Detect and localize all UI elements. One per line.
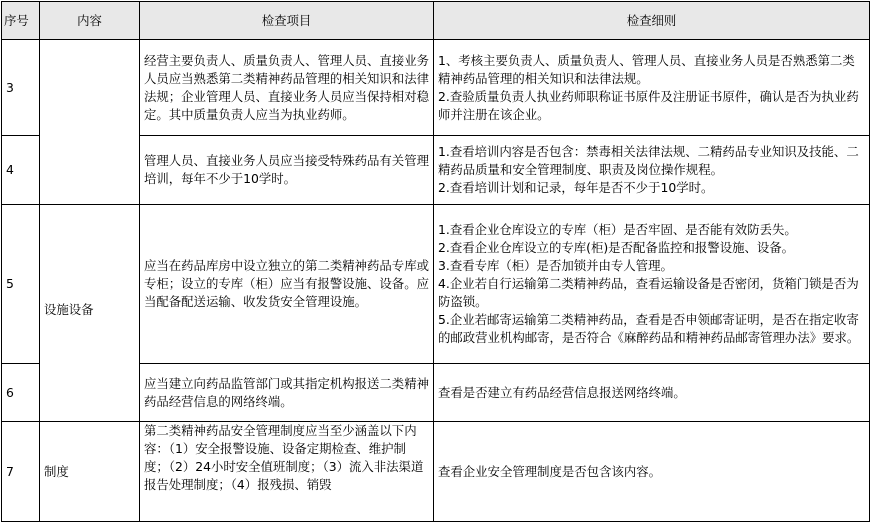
detail-line: 1、考核主要负责人、质量负责人、管理人员、直接业务人员是否熟悉第二类精神药品管理的相关知识和法律法规。 xyxy=(438,52,855,86)
detail-line: 1.查看培训内容是否包含：禁毒相关法律法规、二精药品专业知识及技能、二精药品质量和安全管理制度、职责及岗位操作规程。 xyxy=(438,144,859,177)
detail-line: 3.查看专库（柜）是否加锁并由专人管理。 xyxy=(438,258,673,273)
row-no: 5 xyxy=(2,205,40,364)
table-row xyxy=(2,205,870,364)
detail-line: 2.查看企业仓库设立的专库(柜)是否配备监控和报警设施、设备。 xyxy=(438,240,795,255)
row-item: 经营主要负责人、质量负责人、管理人员、直接业务人员应当熟悉第二类精神药品管理的相关知识和法律法规；企业管理人员、直接业务人员应当保持相对稳定。其中质量负责人应当为执业药师。 xyxy=(140,40,434,136)
row-no: 7 xyxy=(2,422,40,522)
header-content: 内容 xyxy=(40,2,140,40)
row-no: 6 xyxy=(2,364,40,422)
detail-line: 5.企业若邮寄运输第二类精神药品，查看是否申领邮寄证明，是否在指定收寄的邮政营业机构邮寄，是否符合《麻醉药品和精神药品邮寄管理办法》要求。 xyxy=(438,312,860,345)
detail-line: 4.企业若自行运输第二类精神药品，查看运输设备是否密闭，货箱门锁是否为防盗锁。 xyxy=(438,276,859,309)
header-detail: 检查细则 xyxy=(434,2,870,40)
row-content: 设施设备 xyxy=(40,205,140,422)
row-content xyxy=(40,40,140,205)
row-detail xyxy=(434,40,870,136)
row-item-text: 第二类精神药品安全管理制度应当至少涵盖以下内容：（1）安全报警设施、设备定期检查、维护制度；（2）24小时安全值班制度；（3）流入非法渠道报告处理制度；（4）报残损、销毁 xyxy=(144,423,424,492)
detail-line: 2.查验质量负责人执业药师职称证书原件及注册证书原件，确认是否为执业药师并注册在该企业。 xyxy=(438,88,859,122)
inspection-table xyxy=(1,1,870,522)
header-no: 序号 xyxy=(2,2,40,40)
row-no: 4 xyxy=(2,136,40,205)
table-row xyxy=(2,422,870,522)
detail-line: 2.查看培训计划和记录，每年是否不少于10学时。 xyxy=(438,180,714,195)
detail-line: 1.查看企业仓库设立的专库（柜）是否牢固、是否能有效防丢失。 xyxy=(438,222,797,237)
row-detail xyxy=(434,364,870,422)
row-item: 应当在药品库房中设立独立的第二类精神药品专库或专柜；设立的专库（柜）应当有报警设施、设备。应当配备配送运输、收发货安全管理设施。 xyxy=(140,205,434,364)
row-content: 制度 xyxy=(40,422,140,522)
row-no: 3 xyxy=(2,40,40,136)
header-item: 检查项目 xyxy=(140,2,434,40)
row-detail xyxy=(434,136,870,205)
row-item: 管理人员、直接业务人员应当接受特殊药品有关管理培训，每年不少于10学时。 xyxy=(140,136,434,205)
table-row xyxy=(2,40,870,136)
header-row xyxy=(2,2,870,40)
detail-line: 查看企业安全管理制度是否包含该内容。 xyxy=(438,463,662,479)
detail-line: 查看是否建立有药品经营信息报送网络终端。 xyxy=(438,384,686,400)
row-detail xyxy=(434,205,870,364)
row-detail xyxy=(434,422,870,522)
row-item xyxy=(140,422,434,522)
row-item: 应当建立向药品监管部门或其指定机构报送二类精神药品经营信息的网络终端。 xyxy=(140,364,434,422)
